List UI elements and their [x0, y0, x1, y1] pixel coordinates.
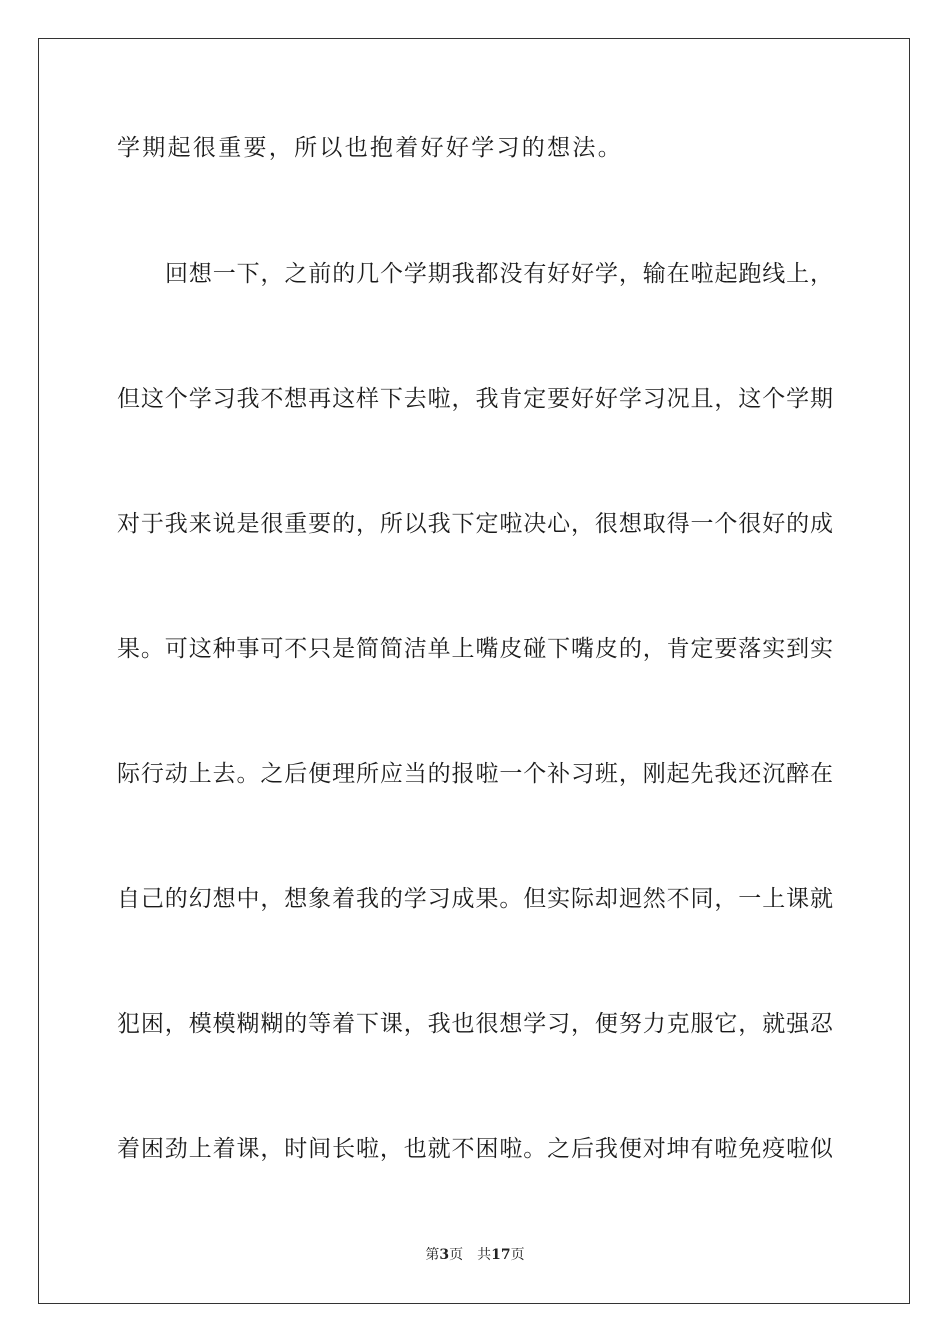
- body-text-line: 对于我来说是很重要的，所以我下定啦决心，很想取得一个很好的成: [117, 511, 833, 537]
- body-text-line: 学期起很重要，所以也抱着好好学习的想法。: [117, 135, 623, 161]
- body-text-line: 果。可这种事可不只是简简洁单上嘴皮碰下嘴皮的，肯定要落实到实: [117, 636, 833, 662]
- page-border: [38, 38, 910, 1304]
- body-text-line: 际行动上去。之后便理所应当的报啦一个补习班，刚起先我还沉醉在: [117, 761, 833, 787]
- footer-page-number: 3: [439, 1247, 450, 1263]
- body-text-line: 自己的幻想中，想象着我的学习成果。但实际却迥然不同，一上课就: [117, 886, 833, 912]
- body-text-line: 但这个学习我不想再这样下去啦，我肯定要好好学习况且，这个学期: [117, 386, 833, 412]
- footer-total-suffix: 页: [510, 1247, 525, 1263]
- body-text-line: 回想一下，之前的几个学期我都没有好好学，输在啦起跑线上，: [165, 261, 833, 287]
- footer-page-prefix: 第: [425, 1247, 440, 1263]
- footer-total-prefix: 共: [477, 1247, 492, 1263]
- footer-total-pages: 17: [491, 1247, 511, 1263]
- body-text-line: 着困劲上着课，时间长啦，也就不困啦。之后我便对坤有啦免疫啦似: [117, 1136, 833, 1162]
- page-footer: [0, 1246, 950, 1264]
- footer-page-suffix: 页: [449, 1247, 464, 1263]
- body-text-line: 犯困，模模糊糊的等着下课，我也很想学习，便努力克服它，就强忍: [117, 1011, 833, 1037]
